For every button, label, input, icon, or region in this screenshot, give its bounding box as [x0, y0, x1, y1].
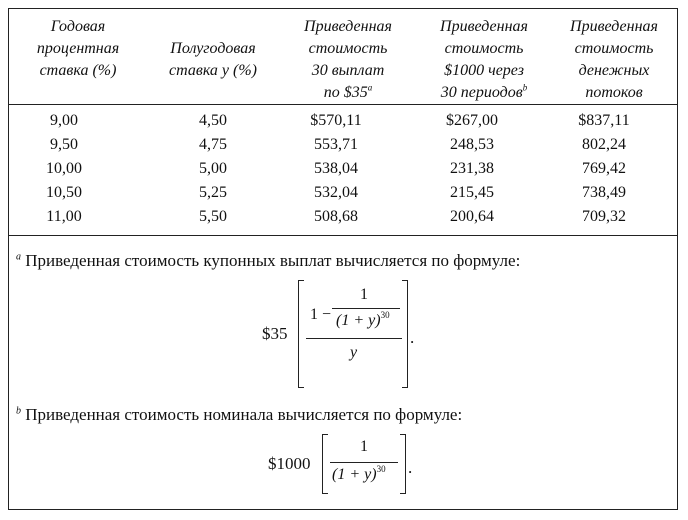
- bond-valuation-table: [8, 8, 678, 236]
- cell-pv-coupons: 553,71: [314, 136, 358, 153]
- formula-b-numerator: 1: [360, 438, 368, 455]
- cell-pv-face: 231,38: [450, 160, 494, 177]
- cell-pv-face: 200,64: [450, 208, 494, 225]
- header-line: $1000 через: [444, 62, 524, 79]
- formula-b-denominator: [332, 466, 386, 485]
- formula-a-inner-numerator: 1: [360, 286, 368, 303]
- cell-semiannual-rate: 5,25: [199, 184, 227, 201]
- header-line: Приведенная: [440, 18, 528, 35]
- table-row: [8, 157, 678, 181]
- header-line: стоимость: [308, 40, 388, 57]
- header-pv-face: [418, 8, 550, 105]
- cell-pv-coupons: 508,68: [314, 208, 358, 225]
- left-bracket: [322, 434, 328, 494]
- cell-pv-cashflows: 802,24: [582, 136, 626, 153]
- footnote-a-mark: a: [16, 251, 21, 263]
- header-line: Годовая: [50, 18, 106, 35]
- cell-semiannual-rate: 4,75: [199, 136, 227, 153]
- formula-a-denominator: y: [350, 344, 358, 361]
- footnote-a-text: Приведенная стоимость купонных выплат вычисляется по формуле:: [25, 251, 521, 270]
- header-pv-cashflows: [550, 8, 678, 105]
- outer-fraction-bar: [306, 338, 402, 339]
- header-line: процентная: [36, 40, 120, 57]
- formula-b-amount: $1000: [268, 454, 311, 473]
- table-row: [8, 181, 678, 205]
- header-line: Приведенная: [304, 18, 392, 35]
- footnote-a: [16, 250, 520, 272]
- cell-annual-rate: 10,50: [46, 184, 82, 201]
- formula-b-base: (1 + y): [332, 466, 377, 483]
- formula-a-period: .: [410, 328, 415, 347]
- formula-coupons: [262, 278, 452, 390]
- cell-annual-rate: 10,00: [46, 160, 82, 177]
- formula-a-exponent: 30: [380, 310, 390, 320]
- header-pv-coupons: [278, 8, 418, 105]
- cell-pv-coupons: 532,04: [314, 184, 358, 201]
- cell-pv-coupons: 538,04: [314, 160, 358, 177]
- formula-b-period: .: [408, 458, 413, 477]
- header-line: ставка y (%): [169, 62, 257, 79]
- table-row: [8, 105, 678, 134]
- formula-a-amount: $35: [262, 324, 288, 343]
- footnote-b-text: Приведенная стоимость номинала вычисляется по формуле:: [25, 405, 463, 424]
- header-annual-rate: [8, 8, 148, 105]
- fraction-bar: [330, 462, 398, 463]
- cell-annual-rate: 9,00: [50, 112, 78, 129]
- inner-fraction-bar: [332, 308, 400, 309]
- header-line: стоимость: [444, 40, 524, 57]
- cell-pv-cashflows: 769,42: [582, 160, 626, 177]
- footnote-mark-b: b: [522, 82, 528, 93]
- header-line: ставка (%): [39, 62, 117, 79]
- right-bracket: [400, 434, 406, 494]
- cell-pv-cashflows: $837,11: [578, 112, 630, 129]
- formula-face-value: [268, 432, 428, 498]
- header-line: денежных: [578, 62, 650, 79]
- cell-semiannual-rate: 5,50: [199, 208, 227, 225]
- header-semiannual-rate: [148, 8, 278, 105]
- cell-pv-coupons: $570,11: [310, 112, 362, 129]
- header-line: стоимость: [574, 40, 654, 57]
- cell-annual-rate: 11,00: [46, 208, 82, 225]
- cell-pv-cashflows: 738,49: [582, 184, 626, 201]
- cell-pv-face: $267,00: [446, 112, 498, 129]
- header-line: Полугодовая: [170, 40, 256, 57]
- header-line-text: 30 периодов: [440, 84, 523, 101]
- header-row: [8, 8, 678, 105]
- formula-a-base: (1 + y): [336, 312, 381, 329]
- formula-a-inner-denominator: [336, 312, 390, 331]
- formula-b-exponent: 30: [376, 464, 386, 474]
- cell-pv-face: 215,45: [450, 184, 494, 201]
- header-line: Приведенная: [570, 18, 658, 35]
- cell-annual-rate: 9,50: [50, 136, 78, 153]
- cell-semiannual-rate: 4,50: [199, 112, 227, 129]
- cell-semiannual-rate: 5,00: [199, 160, 227, 177]
- footnote-b: [16, 404, 462, 426]
- footnote-b-mark: b: [16, 405, 21, 417]
- right-bracket: [402, 280, 408, 388]
- cell-pv-cashflows: 709,32: [582, 208, 626, 225]
- table-body: [8, 105, 678, 236]
- formula-a-one-minus: 1 −: [310, 306, 332, 323]
- header-line: [280, 82, 416, 104]
- header-line: потоков: [585, 84, 643, 101]
- header-line: 30 выплат: [311, 62, 385, 79]
- table-row: [8, 205, 678, 236]
- footnote-mark-a: a: [367, 82, 373, 93]
- header-line: [420, 82, 548, 104]
- table-row: [8, 133, 678, 157]
- left-bracket: [298, 280, 304, 388]
- cell-pv-face: 248,53: [450, 136, 494, 153]
- header-line-text: по $35: [323, 84, 368, 101]
